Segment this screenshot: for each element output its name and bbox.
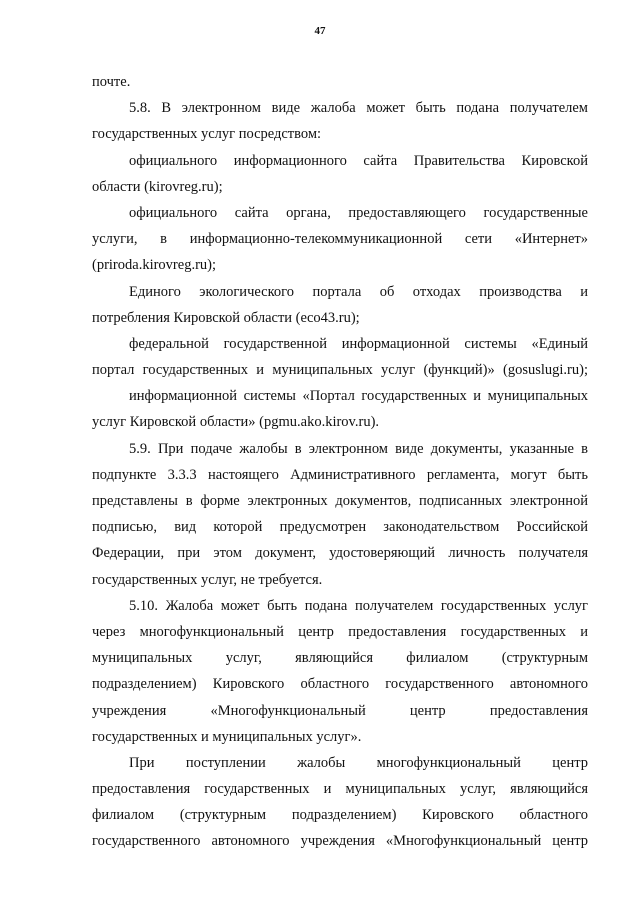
- text-line: федеральной государственной информационной системы «Единый: [129, 335, 588, 352]
- text-line: подразделением) Кировского областного государственного автономного: [92, 676, 588, 693]
- text-line: через многофункциональный центр предоставления государственных и: [92, 623, 588, 640]
- text-line: официального сайта органа, предоставляющего государственные: [129, 204, 588, 221]
- text-line: предоставления государственных и муниципальных услуг, являющийся: [92, 781, 588, 798]
- page-number: 47: [314, 25, 326, 37]
- text-line: подписью, вид которой предусмотрен законодательством Российской: [92, 519, 588, 536]
- text-line: потребления Кировской области (eco43.ru);: [92, 309, 360, 326]
- text-line: подпункте 3.3.3 настоящего Административного регламента, могут быть: [92, 466, 588, 483]
- text-line: представлены в форме электронных документов, подписанных электронной: [92, 493, 588, 509]
- text-line: государственных услуг посредством:: [92, 126, 322, 143]
- text-line: Единого экологического портала об отходах производства и: [129, 283, 588, 300]
- text-line: муниципальных услуг, являющийся филиалом (структурным: [92, 650, 588, 667]
- text-line: Федерации, при этом документ, удостоверяющий личность получателя: [92, 545, 588, 562]
- text-line: филиалом (структурным подразделением) Кировского областного: [92, 807, 588, 824]
- text-line: услуг Кировской области» (pgmu.ako.kirov.ru).: [92, 414, 380, 431]
- text-line: государственных услуг, не требуется.: [92, 571, 323, 588]
- text-line: информационной системы «Портал государственных и муниципальных: [129, 388, 588, 405]
- text-line: официального информационного сайта Правительства Кировской: [129, 152, 588, 169]
- text-line: государственных и муниципальных услуг».: [92, 728, 362, 745]
- text-line: портал государственных и муниципальных услуг (функций)» (gosuslugi.ru);: [92, 362, 588, 379]
- text-line: 5.10. Жалоба может быть подана получателем государственных услуг: [129, 597, 588, 614]
- text-line: (priroda.kirovreg.ru);: [92, 257, 217, 274]
- text-line: 5.8. В электронном виде жалоба может быть подана получателем: [129, 100, 588, 117]
- document-body: [92, 69, 588, 855]
- text-line: 5.9. При подаче жалобы в электронном виде документы, указанные в: [129, 440, 588, 457]
- text-line: государственного автономного учреждения «Многофункциональный центр: [92, 833, 588, 850]
- text-line: почте.: [92, 74, 131, 90]
- text-line: области (kirovreg.ru);: [92, 178, 223, 195]
- text-line: учреждения «Многофункциональный центр предоставления: [92, 702, 588, 719]
- text-line: услуги, в информационно-телекоммуникационной сети «Интернет»: [92, 231, 588, 248]
- text-line: При поступлении жалобы многофункциональный центр: [129, 754, 588, 771]
